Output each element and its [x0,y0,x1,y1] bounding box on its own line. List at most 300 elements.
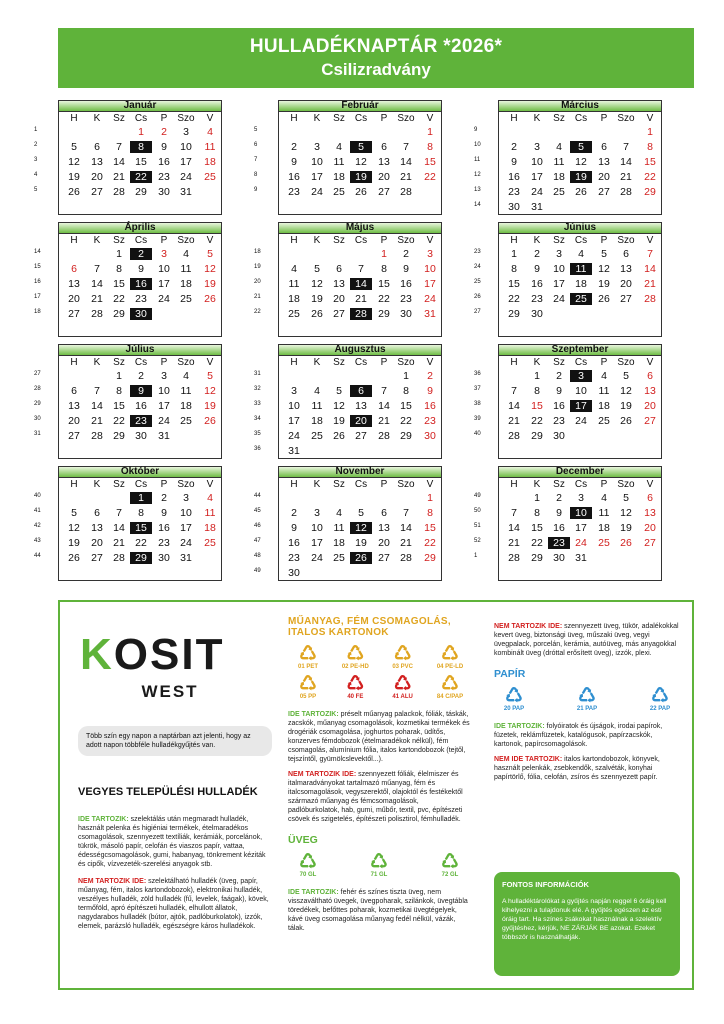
day-cell: 14 [91,278,103,290]
important-info-box: FONTOS INFORMÁCIÓK A hulladéktárolókat a gyűjtés napján reggel 6 óráig kell kihelyezni a tulajdonuk elé. A gyűjtés egészen az esti óráig tart. Ha színes zsákokat használnak a szelektív gyűjtéshez, kérjük, NE ZÁRJÁK BE azokat. Ezeket többször is használhatják. [494,872,680,976]
day-cell: 9 [130,385,152,397]
week-number: 26 [474,294,481,300]
day-cell: 3 [570,370,592,382]
day-cell: 24 [531,186,543,198]
day-cell: 25 [570,293,592,305]
day-cell: 10 [180,141,192,153]
day-cell: 20 [644,400,656,412]
day-cell: 24 [288,430,300,442]
week-number: 20 [254,279,261,285]
paper-title: PAPÍR [494,668,526,680]
day-cell: 9 [161,507,167,519]
day-cell: 14 [378,400,390,412]
day-cell: 14 [508,522,520,534]
weekday-header: H [70,113,78,124]
day-cell: 26 [333,430,345,442]
day-cell: 13 [644,385,656,397]
day-cell: 25 [333,552,345,564]
day-cell: 22 [400,415,412,427]
day-cell: 22 [508,293,520,305]
day-cell: 11 [180,263,192,275]
day-cell: 4 [578,248,584,260]
week-number: 18 [34,309,41,315]
day-cell: 14 [400,156,412,168]
day-cell: 2 [556,492,562,504]
day-cell: 24 [158,293,170,305]
day-cell: 19 [355,537,367,549]
week-number: 38 [474,401,481,407]
day-cell: 20 [68,415,80,427]
weekday-header: P [380,357,388,368]
day-cell: 23 [424,415,436,427]
day-cell: 28 [508,430,520,442]
week-number: 11 [474,157,481,163]
day-cell: 2 [161,126,167,138]
weekday-header: P [380,235,388,246]
day-cell: 25 [598,415,610,427]
month-title: Szeptember [498,344,662,355]
day-cell: 22 [531,537,543,549]
weekday-header: Szo [177,113,195,124]
week-number: 42 [34,523,41,529]
day-cell: 30 [158,186,170,198]
day-cell: 21 [91,415,103,427]
plastic-section: MŰANYAG, FÉM CSOMAGOLÁS, ITALOS KARTONOK ♺ 01 PET ♺ 02 PE-HD ♺ 03 PVC ♺ 04 PE-LD ♺ 05 PP ♺ 40 FE ♺ 41 ALU ♺ 84 C/PAP IDE TARTOZIK: préselt műanyag palackok, fóliák, táskák, zacskók, műanyag csomagolások, kozmetikai termékek és drogériák csomagolása, joghurtos poharak, üdítős, konzerves fémdobozok (ételmaradékok nélkül), fém csomagolás, alumínium fólia, italos kartondobozok (tejtől, tejszíntől, gyümölcslevektől...). NEM TARTOZIK IDE: szennyezett fóliák, élelmiszer és italmaradványokat tartalmazó műanyag, fém és italcsomagolások, vegyszerektől, olajoktól és festékektől származó műanyag és fémcsomagolások, padlóburkolatok, hab, gumi, műbőr, textil, pvc, építészeti csövek és szigetelés, építészeti polisztirol, fémhulladék. ÜVEG ♺ 70 GL ♺ 71 GL ♺ 72 GL IDE TARTOZIK: fehér és színes tiszta üveg, nem visszaváltható üvegek, üvegpoharak, szilánkok, üvegtábla töredékek, befőttes poharak, kozmetikai üvegtégelyek, kávé üveg csomagolása műanyag fedél nélkül, vázák, tálak. [288,616,470,932]
day-cell: 17 [531,171,543,183]
day-cell: 1 [116,370,122,382]
week-number: 12 [474,172,481,178]
day-cell: 28 [378,430,390,442]
day-cell: 12 [620,385,632,397]
day-cell: 1 [138,126,144,138]
weekday-header: Cs [354,479,368,490]
weekday-header: K [93,113,101,124]
day-cell: 23 [135,293,147,305]
day-cell: 28 [644,293,656,305]
day-cell: 24 [575,537,587,549]
day-cell: 31 [180,552,192,564]
day-cell: 22 [130,171,152,183]
weekday-header: P [160,235,168,246]
day-cell: 29 [424,552,436,564]
weekday-header: K [533,357,541,368]
day-cell: 22 [531,415,543,427]
day-cell: 27 [620,293,632,305]
day-cell: 17 [288,415,300,427]
day-cell: 23 [288,552,300,564]
day-cell: 9 [427,385,433,397]
plastic-icons [288,644,470,704]
month-6 [22,344,222,459]
day-cell: 30 [553,552,565,564]
weekday-header: H [510,235,518,246]
week-number: 22 [254,309,261,315]
weekday-header: Sz [553,235,565,246]
recycling-icon: ♺ 22 PAP [649,685,671,712]
day-cell: 1 [130,492,152,504]
day-cell: 22 [424,171,436,183]
weekday-header: H [70,235,78,246]
recycling-icon: ♺ 04 PE-LD [436,643,464,670]
day-cell: 4 [601,370,607,382]
day-cell: 11 [598,385,610,397]
day-cell: 13 [378,156,390,168]
day-cell: 8 [116,263,122,275]
recycling-icon: ♺ 03 PVC [392,643,413,670]
day-cell: 22 [424,537,436,549]
day-cell: 5 [207,248,213,260]
week-number: 3 [34,157,38,163]
day-cell: 1 [534,492,540,504]
day-cell: 28 [620,186,632,198]
weekday-header: P [600,479,608,490]
day-cell: 15 [644,156,656,168]
day-cell: 20 [91,537,103,549]
day-cell: 1 [427,492,433,504]
weekday-header: Sz [553,357,565,368]
day-cell: 8 [381,263,387,275]
week-number: 49 [254,568,261,574]
weekday-header: H [510,479,518,490]
day-cell: 18 [311,415,323,427]
day-cell: 12 [355,156,367,168]
day-cell: 28 [113,552,125,564]
day-cell: 4 [207,126,213,138]
weekday-header: V [646,357,654,368]
day-cell: 7 [94,263,100,275]
day-cell: 18 [180,400,192,412]
paper-icons [494,686,680,716]
day-cell: 6 [71,385,77,397]
day-cell: 29 [508,308,520,320]
week-number: 25 [474,279,481,285]
day-cell: 8 [534,385,540,397]
weekday-header: K [533,113,541,124]
week-number: 35 [254,431,261,437]
weekday-header: V [426,479,434,490]
day-cell: 9 [511,156,517,168]
day-cell: 14 [350,278,372,290]
calendar-title: HULLADÉKNAPTÁR *2026* [249,36,503,57]
day-cell: 21 [400,171,412,183]
day-cell: 20 [350,415,372,427]
kosit-logo: KOSIT WEST [80,630,225,701]
month-title: Május [278,222,442,233]
day-cell: 26 [311,308,323,320]
month-0 [22,100,222,215]
day-cell: 21 [508,537,520,549]
plastic-title: MŰANYAG, FÉM CSOMAGOLÁS, ITALOS KARTONOK [288,616,451,638]
day-cell: 30 [508,201,520,213]
day-cell: 20 [333,293,345,305]
day-cell: 4 [336,507,342,519]
day-cell: 13 [91,156,103,168]
day-cell: 25 [553,186,565,198]
day-cell: 31 [180,186,192,198]
week-number: 1 [474,553,478,559]
week-number: 49 [474,493,481,499]
day-cell: 13 [355,400,367,412]
day-cell: 26 [355,186,367,198]
weekday-header: P [600,235,608,246]
day-cell: 7 [647,248,653,260]
day-cell: 8 [403,385,409,397]
day-cell: 22 [378,293,390,305]
day-cell: 7 [94,385,100,397]
week-number: 27 [474,309,481,315]
day-cell: 7 [511,385,517,397]
day-cell: 24 [311,552,323,564]
weekday-header: K [93,479,101,490]
day-cell: 10 [531,156,543,168]
day-cell: 28 [113,186,125,198]
month-2 [462,100,662,215]
day-cell: 2 [556,370,562,382]
day-cell: 20 [378,537,390,549]
day-cell: 16 [400,278,412,290]
day-cell: 24 [553,293,565,305]
week-number: 27 [34,371,41,377]
weekday-header: Szo [397,357,415,368]
day-cell: 12 [350,522,372,534]
day-cell: 18 [575,278,587,290]
day-cell: 25 [333,186,345,198]
month-1 [242,100,442,215]
weekday-header: H [290,113,298,124]
month-7 [242,344,442,459]
day-cell: 5 [336,385,342,397]
day-cell: 29 [531,552,543,564]
day-cell: 27 [644,415,656,427]
day-cell: 23 [508,186,520,198]
weekday-header: P [380,113,388,124]
day-cell: 20 [644,522,656,534]
weekday-header: K [313,479,321,490]
day-cell: 11 [204,507,216,519]
day-cell: 19 [204,278,216,290]
week-number: 1 [34,127,38,133]
week-number: 13 [474,187,481,193]
week-number: 39 [474,416,481,422]
day-cell: 8 [116,385,122,397]
week-number: 30 [34,416,41,422]
weekday-header: K [313,113,321,124]
day-cell: 22 [113,293,125,305]
week-number: 17 [34,294,41,300]
day-cell: 1 [381,248,387,260]
day-cell: 1 [647,126,653,138]
day-cell: 17 [158,400,170,412]
weekday-header: P [160,479,168,490]
day-cell: 12 [311,278,323,290]
day-cell: 5 [71,141,77,153]
week-number: 44 [254,493,261,499]
weekday-header: Szo [397,235,415,246]
day-cell: 24 [180,537,192,549]
day-cell: 18 [288,293,300,305]
weekday-header: K [533,235,541,246]
weekday-header: P [160,357,168,368]
day-cell: 26 [620,415,632,427]
day-cell: 18 [333,171,345,183]
weekday-header: K [533,479,541,490]
day-cell: 27 [68,308,80,320]
month-5 [462,222,662,337]
recycling-icon: ♺ 05 PP [299,673,317,700]
day-cell: 21 [113,537,125,549]
month-title: November [278,466,442,477]
day-cell: 14 [113,522,125,534]
month-title: Június [498,222,662,233]
day-cell: 4 [207,492,213,504]
day-cell: 11 [204,141,216,153]
day-cell: 20 [68,293,80,305]
day-cell: 4 [291,263,297,275]
day-cell: 10 [158,263,170,275]
day-cell: 10 [180,507,192,519]
mixed-waste-title: VEGYES TELEPÜLÉSI HULLADÉK [78,786,258,798]
day-cell: 21 [355,293,367,305]
day-cell: 6 [381,507,387,519]
day-cell: 3 [534,141,540,153]
month-title: Július [58,344,222,355]
day-cell: 31 [288,445,300,457]
day-cell: 21 [644,278,656,290]
day-cell: 4 [601,492,607,504]
day-cell: 16 [288,537,300,549]
day-cell: 27 [91,186,103,198]
day-cell: 29 [378,308,390,320]
day-cell: 27 [91,552,103,564]
day-cell: 15 [130,522,152,534]
day-cell: 6 [94,141,100,153]
day-cell: 19 [570,171,592,183]
weekday-header: V [206,479,214,490]
day-cell: 15 [113,278,125,290]
day-cell: 19 [620,522,632,534]
day-cell: 16 [531,278,543,290]
day-cell: 13 [378,522,390,534]
day-cell: 22 [113,415,125,427]
day-cell: 15 [378,278,390,290]
weekday-header: V [646,235,654,246]
day-cell: 5 [71,507,77,519]
day-cell: 29 [113,308,125,320]
glass-icons [288,852,470,882]
day-cell: 15 [400,400,412,412]
day-cell: 13 [644,507,656,519]
day-cell: 27 [68,430,80,442]
day-cell: 10 [570,507,592,519]
week-number: 14 [474,202,481,208]
day-cell: 2 [130,248,152,260]
day-cell: 22 [644,171,656,183]
day-cell: 29 [113,430,125,442]
day-cell: 2 [291,141,297,153]
recycling-icon: ♺ 20 PAP [503,685,525,712]
weekday-header: H [290,235,298,246]
day-cell: 28 [91,430,103,442]
week-number: 14 [34,249,41,255]
weekday-header: K [93,357,101,368]
day-cell: 30 [130,308,152,320]
day-cell: 19 [68,537,80,549]
day-cell: 5 [601,248,607,260]
day-cell: 2 [291,507,297,519]
day-cell: 6 [647,370,653,382]
day-cell: 3 [183,492,189,504]
day-cell: 12 [68,522,80,534]
weekday-header: Sz [333,235,345,246]
weekday-header: H [510,357,518,368]
week-number: 19 [254,264,261,270]
day-cell: 8 [427,141,433,153]
day-cell: 26 [204,293,216,305]
month-title: Április [58,222,222,233]
weekday-header: Cs [134,357,148,368]
weekday-header: Cs [134,235,148,246]
day-cell: 10 [424,263,436,275]
day-cell: 15 [424,522,436,534]
weekday-header: Cs [574,357,588,368]
day-cell: 10 [311,156,323,168]
day-cell: 10 [158,385,170,397]
day-cell: 23 [553,415,565,427]
day-cell: 3 [556,248,562,260]
day-cell: 31 [424,308,436,320]
day-cell: 29 [400,430,412,442]
day-cell: 1 [511,248,517,260]
day-cell: 11 [598,507,610,519]
day-cell: 3 [314,507,320,519]
day-cell: 9 [556,385,562,397]
day-cell: 7 [358,263,364,275]
day-cell: 30 [400,308,412,320]
day-cell: 3 [161,248,167,260]
day-cell: 11 [570,263,592,275]
day-cell: 19 [350,171,372,183]
day-cell: 6 [94,507,100,519]
weekday-header: Szo [177,235,195,246]
day-cell: 12 [575,156,587,168]
week-number: 7 [254,157,258,163]
weekday-header: Cs [574,479,588,490]
day-cell: 1 [534,370,540,382]
weekday-header: Sz [113,235,125,246]
week-number: 34 [254,416,261,422]
day-cell: 26 [350,552,372,564]
day-cell: 23 [158,171,170,183]
day-cell: 18 [333,537,345,549]
week-number: 45 [254,508,261,514]
weekday-header: Sz [553,479,565,490]
month-title: December [498,466,662,477]
day-cell: 4 [336,141,342,153]
legend-panel [58,600,694,990]
day-cell: 12 [333,400,345,412]
recycling-icon: ♺ 01 PET [297,643,318,670]
day-cell: 6 [71,263,77,275]
month-11 [462,466,662,581]
day-cell: 19 [333,415,345,427]
week-number: 44 [34,553,41,559]
weekday-header: Szo [177,479,195,490]
weekday-header: H [510,113,518,124]
day-cell: 5 [358,507,364,519]
day-cell: 9 [161,141,167,153]
day-cell: 16 [553,522,565,534]
week-number: 29 [34,401,41,407]
